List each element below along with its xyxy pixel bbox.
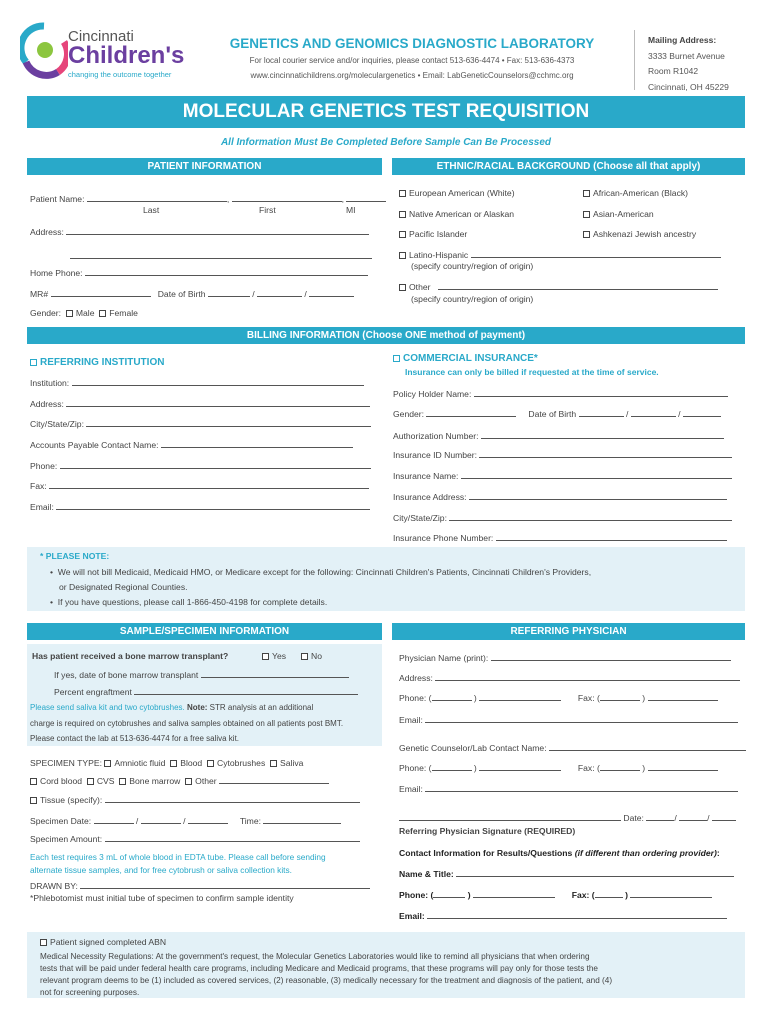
physician-header: REFERRING PHYSICIAN xyxy=(392,623,745,640)
page-subtitle: All Information Must Be Completed Before Sample Can Be Processed xyxy=(220,137,552,148)
logo xyxy=(20,22,195,82)
male-checkbox[interactable] xyxy=(66,310,73,317)
phlebotomist-note: *Phlebotomist must initial tube of specimen to confirm sample identity xyxy=(30,893,294,903)
abn-option[interactable]: Patient signed completed ABN xyxy=(40,937,166,947)
mailing-label: Mailing Address: xyxy=(648,35,717,45)
cvs-checkbox[interactable] xyxy=(87,778,94,785)
med-line-1: Medical Necessity Regulations: At the government's request, the Molecular Genetics Laboratories would like to remind all physicians that when ordering xyxy=(40,952,590,961)
bmt-no[interactable]: No xyxy=(301,651,322,661)
specimen-amount-row: Specimen Amount: xyxy=(30,833,360,844)
blood-checkbox[interactable] xyxy=(170,760,177,767)
contact-email-field[interactable] xyxy=(427,910,727,919)
first-caption: First xyxy=(259,205,276,215)
female-checkbox[interactable] xyxy=(99,310,106,317)
inst-fax-row: Fax: xyxy=(30,480,369,491)
lab-title: GENETICS AND GENOMICS DIAGNOSTIC LABORATORY xyxy=(229,36,595,51)
inst-fax-field[interactable] xyxy=(49,480,369,489)
gc-phone-row: Phone: ( ) Fax: ( ) xyxy=(399,762,718,773)
sample-header: SAMPLE/SPECIMEN INFORMATION xyxy=(27,623,382,640)
ins-address-field[interactable] xyxy=(469,491,727,500)
physician-address-row: Address: xyxy=(399,672,740,683)
tissue-field[interactable] xyxy=(105,794,360,803)
cytobrush-checkbox[interactable] xyxy=(207,760,214,767)
other-checkbox[interactable] xyxy=(185,778,192,785)
dob-month-field[interactable] xyxy=(208,288,250,297)
page-title: MOLECULAR GENETICS TEST REQUISITION xyxy=(182,101,590,122)
bmt-date-field[interactable] xyxy=(201,669,349,678)
tissue-row: Tissue (specify): xyxy=(30,794,360,805)
inst-address-row: Address: xyxy=(30,398,370,409)
ins-gender-row: Gender: Date of Birth / / xyxy=(393,408,721,419)
marrow-checkbox[interactable] xyxy=(119,778,126,785)
note-bullet-2: • If you have questions, please call 1-866-450-4198 for complete details. xyxy=(50,597,328,607)
address-line-3: Cincinnati, OH 45229 xyxy=(648,82,729,92)
ins-address-row: Insurance Address: xyxy=(393,491,727,502)
ins-id-field[interactable] xyxy=(479,449,732,458)
patient-address-label: Address: xyxy=(30,226,369,237)
contact-line-1: For local courier service and/or inquiries, please contact 513-636-4474 • Fax: 513-636-4373 xyxy=(249,56,575,65)
name-title-row: Name & Title: xyxy=(399,868,734,879)
physician-email-row: Email: xyxy=(399,714,738,725)
gc-email-row: Email: xyxy=(399,783,738,794)
ethnic-opt-african[interactable]: African-American (Black) xyxy=(583,188,688,198)
holder-row: Policy Holder Name: xyxy=(393,388,728,399)
inst-phone-row: Phone: xyxy=(30,460,371,471)
dob-year-field[interactable] xyxy=(309,288,354,297)
other-specify: (specify country/region of origin) xyxy=(411,294,534,304)
logo-name-2: Children's xyxy=(68,42,185,69)
note-bullet-1: • We will not bill Medicaid, Medicaid HMO, or Medicare except for the following: Cincinnati Children's Patients, Cincinnati Children's Providers, xyxy=(50,567,592,577)
bmt-question: Has patient received a bone marrow transplant? xyxy=(32,651,229,661)
engraft-field[interactable] xyxy=(134,686,358,695)
cord-checkbox[interactable] xyxy=(30,778,37,785)
med-line-2: tests that will be paid under federal health care programs, including Medicare and Medicaid programs, that these programs will pay only for those tests the xyxy=(40,964,598,973)
inst-email-row: Email: xyxy=(30,501,370,512)
ins-phone-row: Insurance Phone Number: xyxy=(393,532,727,543)
bmt-date-row: If yes, date of bone marrow transplant xyxy=(54,669,349,680)
saliva-line-2: charge is required on cytobrushes and saliva samples obtained on all patients post BMT. xyxy=(30,719,344,728)
physician-name-field[interactable] xyxy=(491,652,731,661)
contact-phone-row: Phone: ( ) Fax: ( ) xyxy=(399,889,712,900)
header-divider xyxy=(634,30,635,90)
specimen-type-row: SPECIMEN TYPE: Amniotic fluid Blood Cytobrushes Saliva xyxy=(30,758,304,768)
ins-phone-field[interactable] xyxy=(496,532,727,541)
patient-address-field[interactable] xyxy=(66,226,369,235)
blood-note-1: Each test requires 3 mL of whole blood in EDTA tube. Please call before sending xyxy=(30,852,326,862)
inst-city-row: City/State/Zip: xyxy=(30,418,371,429)
address-line-2: Room R1042 xyxy=(648,66,699,76)
gender-row: Gender: Male Female xyxy=(30,308,138,318)
ins-city-field[interactable] xyxy=(449,512,732,521)
specimen-type-row-2: Cord blood CVS Bone marrow Other xyxy=(30,775,329,786)
physician-address-field[interactable] xyxy=(435,672,740,681)
engraft-row: Percent engraftment xyxy=(54,686,358,697)
mi-field[interactable] xyxy=(346,193,386,202)
holder-field[interactable] xyxy=(474,388,728,397)
physician-email-field[interactable] xyxy=(425,714,738,723)
home-phone-field[interactable] xyxy=(85,267,368,276)
gc-email-field[interactable] xyxy=(425,783,738,792)
ethnic-opt-european[interactable]: European American (White) xyxy=(399,188,515,198)
ethnic-opt-ashkenazi[interactable]: Ashkenazi Jewish ancestry xyxy=(583,229,696,239)
ap-contact-row: Accounts Payable Contact Name: xyxy=(30,439,353,450)
patient-name-label: Patient Name: , , xyxy=(30,193,386,204)
home-phone-label: Home Phone: xyxy=(30,267,368,278)
bmt-yes[interactable]: Yes xyxy=(262,651,286,661)
inst-phone-field[interactable] xyxy=(60,460,371,469)
inst-city-field[interactable] xyxy=(86,418,371,427)
ins-city-row: City/State/Zip: xyxy=(393,512,732,523)
med-line-3: relevant program deems to be (1) included as covered services, (2) reasonable, (3) medically necessary for the treatment and diagnosis of the patient, and (4) xyxy=(40,976,613,985)
patient-address-field-2[interactable] xyxy=(70,250,372,259)
patient-info-header: PATIENT INFORMATION xyxy=(27,158,382,175)
ins-id-row: Insurance ID Number: xyxy=(393,449,732,460)
contact-info-heading: Contact Information for Results/Questions (if different than ordering provider): xyxy=(399,848,720,858)
ap-contact-field[interactable] xyxy=(161,439,353,448)
tissue-checkbox[interactable] xyxy=(30,797,37,804)
contact-line-2: www.cincinnatichildrens.org/moleculargenetics • Email: LabGeneticCounselors@cchmc.org xyxy=(250,71,574,80)
commercial-note: Insurance can only be billed if requested at the time of service. xyxy=(405,367,659,377)
ethnic-opt-other[interactable]: Other xyxy=(399,281,718,292)
ethnic-header: ETHNIC/RACIAL BACKGROUND (Choose all that apply) xyxy=(392,158,745,175)
signature-field[interactable] xyxy=(399,812,621,821)
amniotic-checkbox[interactable] xyxy=(104,760,111,767)
address-line-1: 3333 Burnet Avenue xyxy=(648,51,725,61)
ethnic-opt-asian[interactable]: Asian-American xyxy=(583,209,654,219)
saliva-line-3: Please contact the lab at 513-636-4474 for a free saliva kit. xyxy=(30,734,240,743)
name-title-field[interactable] xyxy=(456,868,734,877)
drawn-by-row: DRAWN BY: xyxy=(30,880,370,891)
specimen-time-field[interactable] xyxy=(263,815,341,824)
latino-specify: (specify country/region of origin) xyxy=(411,261,534,271)
ethnic-opt-pacific[interactable]: Pacific Islander xyxy=(399,229,467,239)
institution-field[interactable] xyxy=(72,377,364,386)
ethnic-opt-native[interactable]: Native American or Alaskan xyxy=(399,209,514,219)
mi-caption: MI xyxy=(346,205,356,215)
other-specimen-field[interactable] xyxy=(219,775,329,784)
med-line-4: not for screening purposes. xyxy=(40,988,140,997)
logo-tagline: changing the outcome together xyxy=(68,70,172,79)
first-name-field[interactable] xyxy=(232,193,342,202)
saliva-line-1: Please send saliva kit and two cytobrushes. Note: STR analysis at an additional xyxy=(30,703,314,712)
commercial-insurance-option[interactable]: COMMERCIAL INSURANCE* xyxy=(393,353,538,364)
logo-name-1: Cincinnati xyxy=(68,28,134,45)
ins-name-row: Insurance Name: xyxy=(393,470,732,481)
auth-row: Authorization Number: xyxy=(393,430,724,441)
contact-email-row: Email: xyxy=(399,910,727,921)
drawn-by-field[interactable] xyxy=(80,880,370,889)
gc-contact-row: Genetic Counselor/Lab Contact Name: xyxy=(399,742,746,753)
ins-gender-field[interactable] xyxy=(426,408,516,417)
physician-phone-row: Phone: ( ) Fax: ( ) xyxy=(399,692,718,703)
specimen-date-row: Specimen Date: / / Time: xyxy=(30,815,341,826)
last-name-field[interactable] xyxy=(87,193,227,202)
saliva-checkbox[interactable] xyxy=(270,760,277,767)
referring-institution-option[interactable]: REFERRING INSTITUTION xyxy=(30,357,164,368)
inst-email-field[interactable] xyxy=(56,501,370,510)
billing-header: BILLING INFORMATION (Choose ONE method of payment) xyxy=(27,327,745,344)
last-caption: Last xyxy=(143,205,160,215)
signature-row: Date: / / xyxy=(399,812,736,823)
signature-caption: Referring Physician Signature (REQUIRED) xyxy=(399,826,576,836)
auth-field[interactable] xyxy=(481,430,724,439)
ethnic-opt-latino[interactable]: Latino-Hispanic xyxy=(399,249,721,260)
note-bullet-1b: or Designated Regional Counties. xyxy=(59,582,188,592)
dob-day-field[interactable] xyxy=(257,288,302,297)
institution-row: Institution: xyxy=(30,377,364,388)
ins-name-field[interactable] xyxy=(461,470,732,479)
mr-label: MR# Date of Birth / / xyxy=(30,288,354,299)
physician-name-row: Physician Name (print): xyxy=(399,652,731,663)
logo-mark-icon xyxy=(20,22,68,80)
inst-address-field[interactable] xyxy=(66,398,370,407)
specimen-amount-field[interactable] xyxy=(105,833,360,842)
gc-contact-field[interactable] xyxy=(549,742,746,751)
note-header: * PLEASE NOTE: xyxy=(40,551,110,561)
mr-field[interactable] xyxy=(51,288,151,297)
blood-note-2: alternate tissue samples, and for free cytobrush or saliva collection kits. xyxy=(30,865,292,875)
